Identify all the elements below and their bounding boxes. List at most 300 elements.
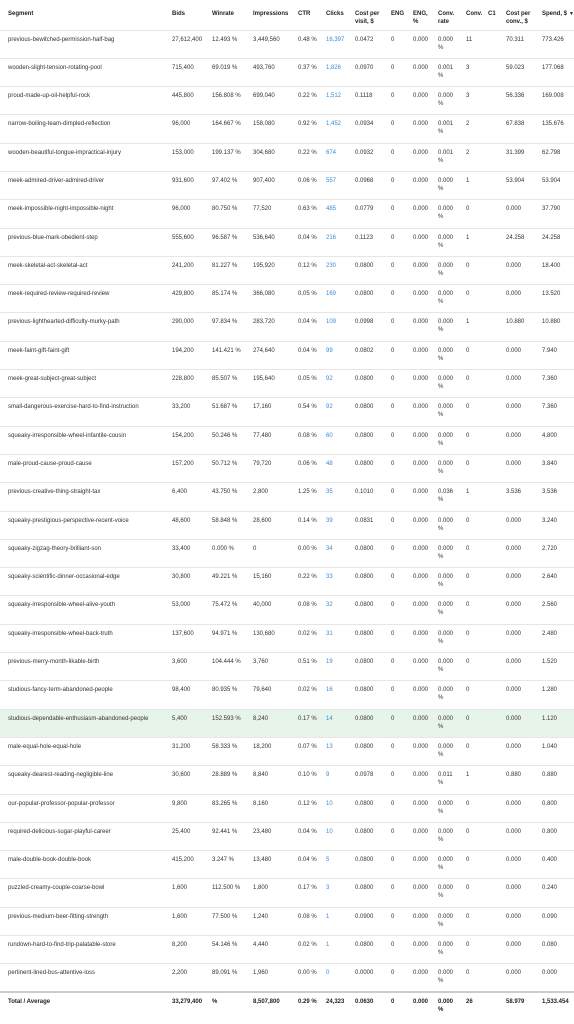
eng-percent-cell: 0.000 bbox=[413, 64, 429, 71]
clicks-link[interactable]: 31 bbox=[326, 630, 333, 637]
c1-cell bbox=[480, 143, 498, 171]
cost-per-conv-cell: 0.000 bbox=[506, 630, 522, 637]
c1-cell bbox=[480, 171, 498, 199]
impressions-cell: 77,480 bbox=[253, 432, 272, 439]
cost-per-conv-cell: 0.000 bbox=[506, 517, 522, 524]
winrate-cell: 156.808 % bbox=[212, 93, 241, 100]
totals-c1 bbox=[480, 992, 498, 1022]
cost-per-conv-cell: 53.904 bbox=[506, 177, 525, 184]
conv-cell: 0 bbox=[466, 715, 470, 722]
impressions-cell: 2,800 bbox=[253, 489, 269, 496]
table-row[interactable] bbox=[0, 200, 574, 228]
clicks-link[interactable]: 1,452 bbox=[326, 121, 342, 128]
column-header-cost-per-conv[interactable]: Cost per conv., $ bbox=[506, 11, 531, 25]
c1-cell bbox=[480, 936, 498, 964]
segment-cell: studious-dependable-enthusiasm-abandoned-people bbox=[8, 715, 149, 722]
conv-cell: 0 bbox=[466, 376, 470, 383]
eng-cell: 0 bbox=[391, 177, 395, 184]
ctr-cell: 0.02 % bbox=[298, 630, 317, 637]
segment-cell: small-dangerous-exercise-hard-to-find-instruction bbox=[8, 404, 139, 411]
spend-cell: 0.240 bbox=[542, 885, 558, 892]
c1-cell bbox=[480, 539, 498, 567]
cost-per-visit-cell: 0.0800 bbox=[355, 376, 374, 383]
conv-rate-cell: 0.000 % bbox=[438, 857, 454, 872]
winrate-cell: 92.441 % bbox=[212, 828, 238, 835]
spend-cell: 2.640 bbox=[542, 574, 558, 581]
totals-conv: 26 bbox=[466, 999, 473, 1006]
impressions-cell: 699,040 bbox=[253, 93, 275, 100]
eng-percent-cell: 0.000 bbox=[413, 857, 429, 864]
conv-cell: 11 bbox=[466, 36, 473, 43]
cost-per-conv-cell: 0.000 bbox=[506, 885, 522, 892]
cost-per-visit-cell: 0.0800 bbox=[355, 630, 374, 637]
clicks-link[interactable]: 1 bbox=[326, 942, 330, 948]
cost-per-conv-cell: 70.311 bbox=[506, 36, 524, 43]
spend-cell: 0.400 bbox=[542, 857, 558, 864]
cost-per-visit-cell: 0.0800 bbox=[355, 715, 374, 722]
clicks-link[interactable]: 485 bbox=[326, 206, 337, 213]
impressions-cell: 304,680 bbox=[253, 149, 275, 156]
segment-cell: our-popular-professor-popular-professor bbox=[8, 800, 115, 807]
table-row[interactable] bbox=[0, 30, 574, 58]
totals-spend: 1,533.454 bbox=[542, 999, 569, 1006]
cost-per-conv-cell: 0.000 bbox=[506, 715, 522, 722]
clicks-link[interactable]: 19 bbox=[326, 659, 333, 666]
column-header-conv[interactable]: Conv. bbox=[466, 11, 483, 17]
ctr-cell: 0.22 % bbox=[298, 149, 317, 156]
clicks-link[interactable]: 10 bbox=[326, 828, 333, 835]
ctr-cell: 0.05 % bbox=[298, 291, 317, 298]
cost-per-visit-cell: 0.0000 bbox=[355, 970, 374, 977]
c1-cell bbox=[480, 653, 498, 681]
totals-cost-per-conv: 58.979 bbox=[506, 999, 525, 1006]
clicks-link[interactable]: 48 bbox=[326, 460, 333, 467]
cost-per-conv-cell: 0.000 bbox=[506, 800, 522, 807]
winrate-cell: 141.421 % bbox=[212, 347, 241, 354]
conv-cell: 0 bbox=[466, 828, 470, 835]
winrate-cell: 12.493 % bbox=[212, 36, 238, 43]
segment-cell: male-proud-cause-proud-cause bbox=[8, 460, 92, 467]
conv-rate-cell: 0.000 % bbox=[438, 970, 454, 985]
eng-percent-cell: 0.000 bbox=[413, 319, 429, 326]
segment-cell: previous-merry-month-likable-birth bbox=[8, 659, 100, 666]
table-row[interactable] bbox=[0, 454, 574, 482]
conv-rate-cell: 0.000 % bbox=[438, 828, 454, 843]
impressions-cell: 77,520 bbox=[253, 206, 272, 213]
table-row[interactable] bbox=[0, 851, 574, 879]
clicks-link[interactable]: 39 bbox=[326, 517, 333, 524]
table-row[interactable] bbox=[0, 398, 574, 426]
clicks-link[interactable]: 14 bbox=[326, 715, 333, 722]
clicks-link[interactable]: 216 bbox=[326, 234, 337, 241]
spend-cell: 773.426 bbox=[542, 36, 564, 43]
impressions-cell: 79,640 bbox=[253, 687, 272, 694]
impressions-cell: 1,960 bbox=[253, 970, 269, 977]
c1-cell bbox=[480, 766, 498, 794]
c1-cell bbox=[480, 256, 498, 284]
segment-cell: meek-admired-driver-admired-driver bbox=[8, 177, 105, 184]
ctr-cell: 0.04 % bbox=[298, 347, 317, 354]
table-row[interactable] bbox=[0, 313, 574, 341]
conv-cell: 1 bbox=[466, 319, 470, 326]
column-header-winrate[interactable]: Winrate bbox=[212, 11, 234, 17]
eng-cell: 0 bbox=[391, 291, 395, 298]
eng-percent-cell: 0.000 bbox=[413, 942, 429, 948]
impressions-cell: 0 bbox=[253, 545, 257, 552]
table-row[interactable] bbox=[0, 228, 574, 256]
c1-cell bbox=[480, 907, 498, 935]
clicks-link[interactable]: 1 bbox=[326, 913, 330, 920]
clicks-link[interactable]: 1,512 bbox=[326, 93, 342, 100]
eng-percent-cell: 0.000 bbox=[413, 347, 429, 354]
conv-cell: 0 bbox=[466, 687, 470, 694]
cost-per-visit-cell: 0.0779 bbox=[355, 206, 374, 213]
conv-cell: 2 bbox=[466, 121, 470, 128]
ctr-cell: 0.04 % bbox=[298, 234, 317, 241]
conv-rate-cell: 0.000 % bbox=[438, 177, 454, 192]
column-header-conv-rate[interactable]: Conv. rate bbox=[438, 11, 455, 25]
table-row[interactable] bbox=[0, 879, 574, 907]
table-header-row bbox=[0, 0, 574, 30]
spend-cell: 135.676 bbox=[542, 121, 564, 128]
segment-cell: squeaky-irresponsible-wheel-infantile-cousin bbox=[8, 432, 127, 439]
segment-cell: rundown-hard-to-find-trip-palatable-store bbox=[8, 942, 116, 948]
eng-percent-cell: 0.000 bbox=[413, 489, 429, 496]
clicks-link[interactable]: 1,826 bbox=[326, 64, 342, 71]
impressions-cell: 79,720 bbox=[253, 460, 272, 467]
ctr-cell: 0.06 % bbox=[298, 177, 317, 184]
clicks-link[interactable]: 34 bbox=[326, 545, 333, 552]
ctr-cell: 0.12 % bbox=[298, 262, 317, 269]
spend-cell: 2.480 bbox=[542, 630, 558, 637]
impressions-cell: 18,200 bbox=[253, 743, 272, 750]
ctr-cell: 0.54 % bbox=[298, 404, 317, 411]
table-row[interactable] bbox=[0, 256, 574, 284]
segment-cell: meek-faint-gift-faint-gift bbox=[8, 347, 70, 354]
spend-cell: 2.720 bbox=[542, 545, 558, 552]
clicks-link[interactable]: 5 bbox=[326, 857, 330, 864]
c1-cell bbox=[480, 596, 498, 624]
cost-per-visit-cell: 0.0800 bbox=[355, 687, 374, 694]
bids-cell: 31,200 bbox=[172, 743, 191, 750]
eng-percent-cell: 0.000 bbox=[413, 93, 429, 100]
totals-conv-rate: 0.000 % bbox=[438, 999, 454, 1014]
column-header-clicks[interactable]: Clicks bbox=[326, 11, 344, 17]
table-row[interactable] bbox=[0, 766, 574, 794]
segment-cell: wooden-slight-tension-rotating-pool bbox=[8, 64, 102, 71]
conv-cell: 0 bbox=[466, 291, 470, 298]
c1-cell bbox=[480, 87, 498, 115]
eng-cell: 0 bbox=[391, 857, 395, 864]
impressions-cell: 13,480 bbox=[253, 857, 272, 864]
table-row[interactable] bbox=[0, 568, 574, 596]
spend-cell: 1.280 bbox=[542, 687, 558, 694]
winrate-cell: 58.333 % bbox=[212, 743, 238, 750]
bids-cell: 153,000 bbox=[172, 149, 194, 156]
impressions-cell: 130,680 bbox=[253, 630, 275, 637]
eng-cell: 0 bbox=[391, 262, 395, 269]
c1-cell bbox=[480, 624, 498, 652]
spend-cell: 0.800 bbox=[542, 800, 558, 807]
bids-cell: 27,612,400 bbox=[172, 36, 203, 43]
table-row[interactable] bbox=[0, 794, 574, 822]
conv-cell: 0 bbox=[466, 857, 470, 864]
table-row[interactable] bbox=[0, 426, 574, 454]
cost-per-visit-cell: 0.0800 bbox=[355, 857, 374, 864]
c1-cell bbox=[480, 822, 498, 850]
conv-cell: 0 bbox=[466, 347, 470, 354]
table-row[interactable] bbox=[0, 341, 574, 369]
winrate-cell: 77.500 % bbox=[212, 913, 238, 920]
eng-percent-cell: 0.000 bbox=[413, 234, 429, 241]
cost-per-visit-cell: 0.1123 bbox=[355, 234, 373, 241]
segment-cell: squeaky-scientific-dinner-occasional-edge bbox=[8, 574, 120, 581]
table-row[interactable] bbox=[0, 58, 574, 86]
column-header-bids[interactable]: Bids bbox=[172, 11, 186, 17]
bids-cell: 96,000 bbox=[172, 206, 191, 213]
table-row[interactable] bbox=[0, 285, 574, 313]
spend-cell: 169.008 bbox=[542, 93, 564, 100]
bids-cell: 53,000 bbox=[172, 602, 191, 609]
spend-cell: 37.790 bbox=[542, 206, 561, 213]
clicks-link[interactable]: 169 bbox=[326, 291, 337, 298]
clicks-link[interactable]: 9 bbox=[326, 772, 330, 779]
column-header-c1[interactable]: C1 bbox=[488, 11, 496, 17]
conv-cell: 0 bbox=[466, 743, 470, 750]
conv-cell: 0 bbox=[466, 630, 470, 637]
bids-cell: 33,200 bbox=[172, 404, 191, 411]
cost-per-visit-cell: 0.1118 bbox=[355, 93, 373, 100]
c1-cell bbox=[480, 426, 498, 454]
eng-cell: 0 bbox=[391, 630, 395, 637]
eng-percent-cell: 0.000 bbox=[413, 659, 429, 666]
eng-percent-cell: 0.000 bbox=[413, 970, 429, 977]
impressions-cell: 40,000 bbox=[253, 602, 272, 609]
winrate-cell: 80.750 % bbox=[212, 206, 238, 213]
table-row[interactable] bbox=[0, 681, 574, 709]
clicks-link[interactable]: 32 bbox=[326, 602, 333, 609]
eng-percent-cell: 0.000 bbox=[413, 630, 429, 637]
ctr-cell: 0.08 % bbox=[298, 913, 317, 920]
clicks-link[interactable]: 3 bbox=[326, 885, 330, 892]
column-header-segment[interactable]: Segment bbox=[8, 11, 34, 17]
impressions-cell: 195,640 bbox=[253, 376, 275, 383]
winrate-cell: 80.935 % bbox=[212, 687, 238, 694]
conv-cell: 0 bbox=[466, 602, 470, 609]
eng-percent-cell: 0.000 bbox=[413, 517, 429, 524]
clicks-link[interactable]: 16,397 bbox=[326, 36, 345, 43]
conv-cell: 0 bbox=[466, 404, 470, 411]
cost-per-visit-cell: 0.0800 bbox=[355, 404, 374, 411]
table-row[interactable] bbox=[0, 511, 574, 539]
spend-cell: 18.400 bbox=[542, 262, 561, 269]
table-row[interactable] bbox=[0, 624, 574, 652]
table-row[interactable] bbox=[0, 370, 574, 398]
cost-per-visit-cell: 0.0800 bbox=[355, 659, 374, 666]
clicks-link[interactable]: 674 bbox=[326, 149, 337, 156]
conv-cell: 0 bbox=[466, 460, 470, 467]
winrate-cell: 85.507 % bbox=[212, 376, 238, 383]
clicks-link[interactable]: 35 bbox=[326, 489, 333, 496]
segment-cell: wooden-beautiful-tongue-impractical-injury bbox=[8, 149, 122, 156]
cost-per-conv-cell: 3.536 bbox=[506, 489, 522, 496]
table-row[interactable] bbox=[0, 653, 574, 681]
totals-clicks: 24,323 bbox=[326, 999, 345, 1006]
conv-cell: 1 bbox=[466, 177, 470, 184]
c1-cell bbox=[480, 228, 498, 256]
clicks-link[interactable]: 92 bbox=[326, 404, 333, 411]
conv-rate-cell: 0.001 % bbox=[438, 149, 454, 164]
table-row[interactable] bbox=[0, 596, 574, 624]
eng-percent-cell: 0.000 bbox=[413, 376, 429, 383]
c1-cell bbox=[480, 341, 498, 369]
eng-cell: 0 bbox=[391, 659, 395, 666]
cost-per-visit-cell: 0.0934 bbox=[355, 121, 374, 128]
eng-cell: 0 bbox=[391, 772, 395, 779]
spend-cell: 1.120 bbox=[542, 715, 558, 722]
clicks-link[interactable]: 557 bbox=[326, 177, 337, 184]
ctr-cell: 0.05 % bbox=[298, 376, 317, 383]
conv-rate-cell: 0.000 % bbox=[438, 743, 454, 758]
clicks-link[interactable]: 33 bbox=[326, 574, 333, 581]
ctr-cell: 0.08 % bbox=[298, 432, 317, 439]
spend-cell: 177.068 bbox=[542, 64, 564, 71]
impressions-cell: 195,920 bbox=[253, 262, 275, 269]
cost-per-visit-cell: 0.0800 bbox=[355, 460, 374, 467]
winrate-cell: 3.247 % bbox=[212, 857, 235, 864]
cost-per-conv-cell: 0.000 bbox=[506, 432, 522, 439]
table-row[interactable] bbox=[0, 964, 574, 992]
column-header-eng-percent[interactable]: ENG, % bbox=[413, 11, 428, 25]
clicks-link[interactable]: 16 bbox=[326, 687, 333, 694]
segment-cell: studious-fancy-term-abandoned-people bbox=[8, 687, 113, 694]
cost-per-visit-cell: 0.0800 bbox=[355, 942, 374, 948]
cost-per-conv-cell: 0.000 bbox=[506, 347, 522, 354]
conv-cell: 2 bbox=[466, 149, 470, 156]
c1-cell bbox=[480, 483, 498, 511]
winrate-cell: 54.146 % bbox=[212, 942, 238, 948]
eng-cell: 0 bbox=[391, 574, 395, 581]
cost-per-visit-cell: 0.0472 bbox=[355, 36, 374, 43]
segment-cell: squeaky-dearest-reading-negligible-line bbox=[8, 772, 114, 779]
eng-cell: 0 bbox=[391, 743, 395, 750]
clicks-link[interactable]: 99 bbox=[326, 347, 333, 354]
eng-cell: 0 bbox=[391, 460, 395, 467]
clicks-link[interactable]: 60 bbox=[326, 432, 333, 439]
clicks-link[interactable]: 109 bbox=[326, 319, 337, 326]
cost-per-visit-cell: 0.0970 bbox=[355, 64, 374, 71]
conv-rate-cell: 0.001 % bbox=[438, 121, 454, 136]
c1-cell bbox=[480, 794, 498, 822]
conv-rate-cell: 0.000 % bbox=[438, 942, 454, 956]
table-row[interactable] bbox=[0, 171, 574, 199]
conv-rate-cell: 0.000 % bbox=[438, 36, 454, 51]
eng-cell: 0 bbox=[391, 489, 395, 496]
conv-cell: 1 bbox=[466, 772, 470, 779]
bids-cell: 3,600 bbox=[172, 659, 188, 666]
clicks-link[interactable]: 13 bbox=[326, 743, 333, 750]
conv-rate-cell: 0.000 % bbox=[438, 630, 454, 645]
conv-rate-cell: 0.000 % bbox=[438, 885, 454, 900]
eng-percent-cell: 0.000 bbox=[413, 574, 429, 581]
conv-rate-cell: 0.000 % bbox=[438, 574, 454, 589]
impressions-cell: 1,800 bbox=[253, 885, 269, 892]
winrate-cell: 83.265 % bbox=[212, 800, 238, 807]
bids-cell: 157,200 bbox=[172, 460, 194, 467]
clicks-link[interactable]: 0 bbox=[326, 970, 330, 977]
bids-cell: 1,600 bbox=[172, 913, 188, 920]
eng-percent-cell: 0.000 bbox=[413, 177, 429, 184]
bids-cell: 228,800 bbox=[172, 376, 194, 383]
segment-cell: pertinent-lined-bus-attentive-loss bbox=[8, 970, 96, 977]
eng-cell: 0 bbox=[391, 64, 395, 71]
conv-rate-cell: 0.000 % bbox=[438, 319, 454, 334]
column-header-impressions[interactable]: Impressions bbox=[253, 11, 289, 17]
winrate-cell: 164.667 % bbox=[212, 121, 241, 128]
winrate-cell: 75.472 % bbox=[212, 602, 238, 609]
clicks-link[interactable]: 230 bbox=[326, 262, 337, 269]
winrate-cell: 104.444 % bbox=[212, 659, 241, 666]
conv-cell: 1 bbox=[466, 489, 470, 496]
clicks-link[interactable]: 10 bbox=[326, 800, 333, 807]
table-row[interactable] bbox=[0, 143, 574, 171]
eng-cell: 0 bbox=[391, 206, 395, 213]
cost-per-conv-cell: 24.258 bbox=[506, 234, 525, 241]
table-row[interactable] bbox=[0, 822, 574, 850]
segment-cell: squeaky-irresponsible-wheel-alive-youth bbox=[8, 602, 116, 609]
spend-cell: 0.000 bbox=[542, 970, 558, 977]
c1-cell bbox=[480, 370, 498, 398]
table-row[interactable] bbox=[0, 737, 574, 765]
table-row[interactable] bbox=[0, 907, 574, 935]
cost-per-conv-cell: 0.000 bbox=[506, 460, 522, 467]
cost-per-conv-cell: 56.336 bbox=[506, 93, 525, 100]
cost-per-conv-cell: 0.000 bbox=[506, 942, 522, 948]
clicks-link[interactable]: 92 bbox=[326, 376, 333, 383]
bids-cell: 445,800 bbox=[172, 93, 194, 100]
sort-descending-icon[interactable]: ▼ bbox=[569, 11, 574, 17]
column-header-spend[interactable]: Spend, $ ▼ bbox=[542, 11, 574, 17]
spend-cell: 4.800 bbox=[542, 432, 558, 439]
eng-percent-cell: 0.000 bbox=[413, 36, 429, 43]
eng-percent-cell: 0.000 bbox=[413, 913, 429, 920]
cost-per-visit-cell: 0.0800 bbox=[355, 885, 374, 892]
table-row[interactable] bbox=[0, 483, 574, 511]
conv-rate-cell: 0.000 % bbox=[438, 234, 454, 249]
ctr-cell: 0.22 % bbox=[298, 93, 317, 100]
eng-cell: 0 bbox=[391, 149, 395, 156]
winrate-cell: 43.750 % bbox=[212, 489, 238, 496]
table-row[interactable] bbox=[0, 936, 574, 964]
table-row[interactable] bbox=[0, 115, 574, 143]
cost-per-visit-cell: 0.0978 bbox=[355, 772, 374, 779]
segment-cell: male-double-book-double-book bbox=[8, 857, 92, 864]
bids-cell: 1,600 bbox=[172, 885, 188, 892]
eng-percent-cell: 0.000 bbox=[413, 291, 429, 298]
table-row[interactable] bbox=[0, 709, 574, 737]
table-row[interactable] bbox=[0, 87, 574, 115]
cost-per-visit-cell: 0.1010 bbox=[355, 489, 374, 496]
cost-per-visit-cell: 0.0800 bbox=[355, 262, 374, 269]
ctr-cell: 1.25 % bbox=[298, 489, 317, 496]
eng-percent-cell: 0.000 bbox=[413, 121, 429, 128]
column-header-ctr[interactable]: CTR bbox=[298, 11, 311, 17]
bids-cell: 6,400 bbox=[172, 489, 188, 496]
table-row[interactable] bbox=[0, 539, 574, 567]
column-header-cost-per-visit[interactable]: Cost per visit, $ bbox=[355, 11, 380, 25]
cost-per-visit-cell: 0.0800 bbox=[355, 545, 374, 552]
column-header-eng[interactable]: ENG bbox=[391, 11, 405, 17]
